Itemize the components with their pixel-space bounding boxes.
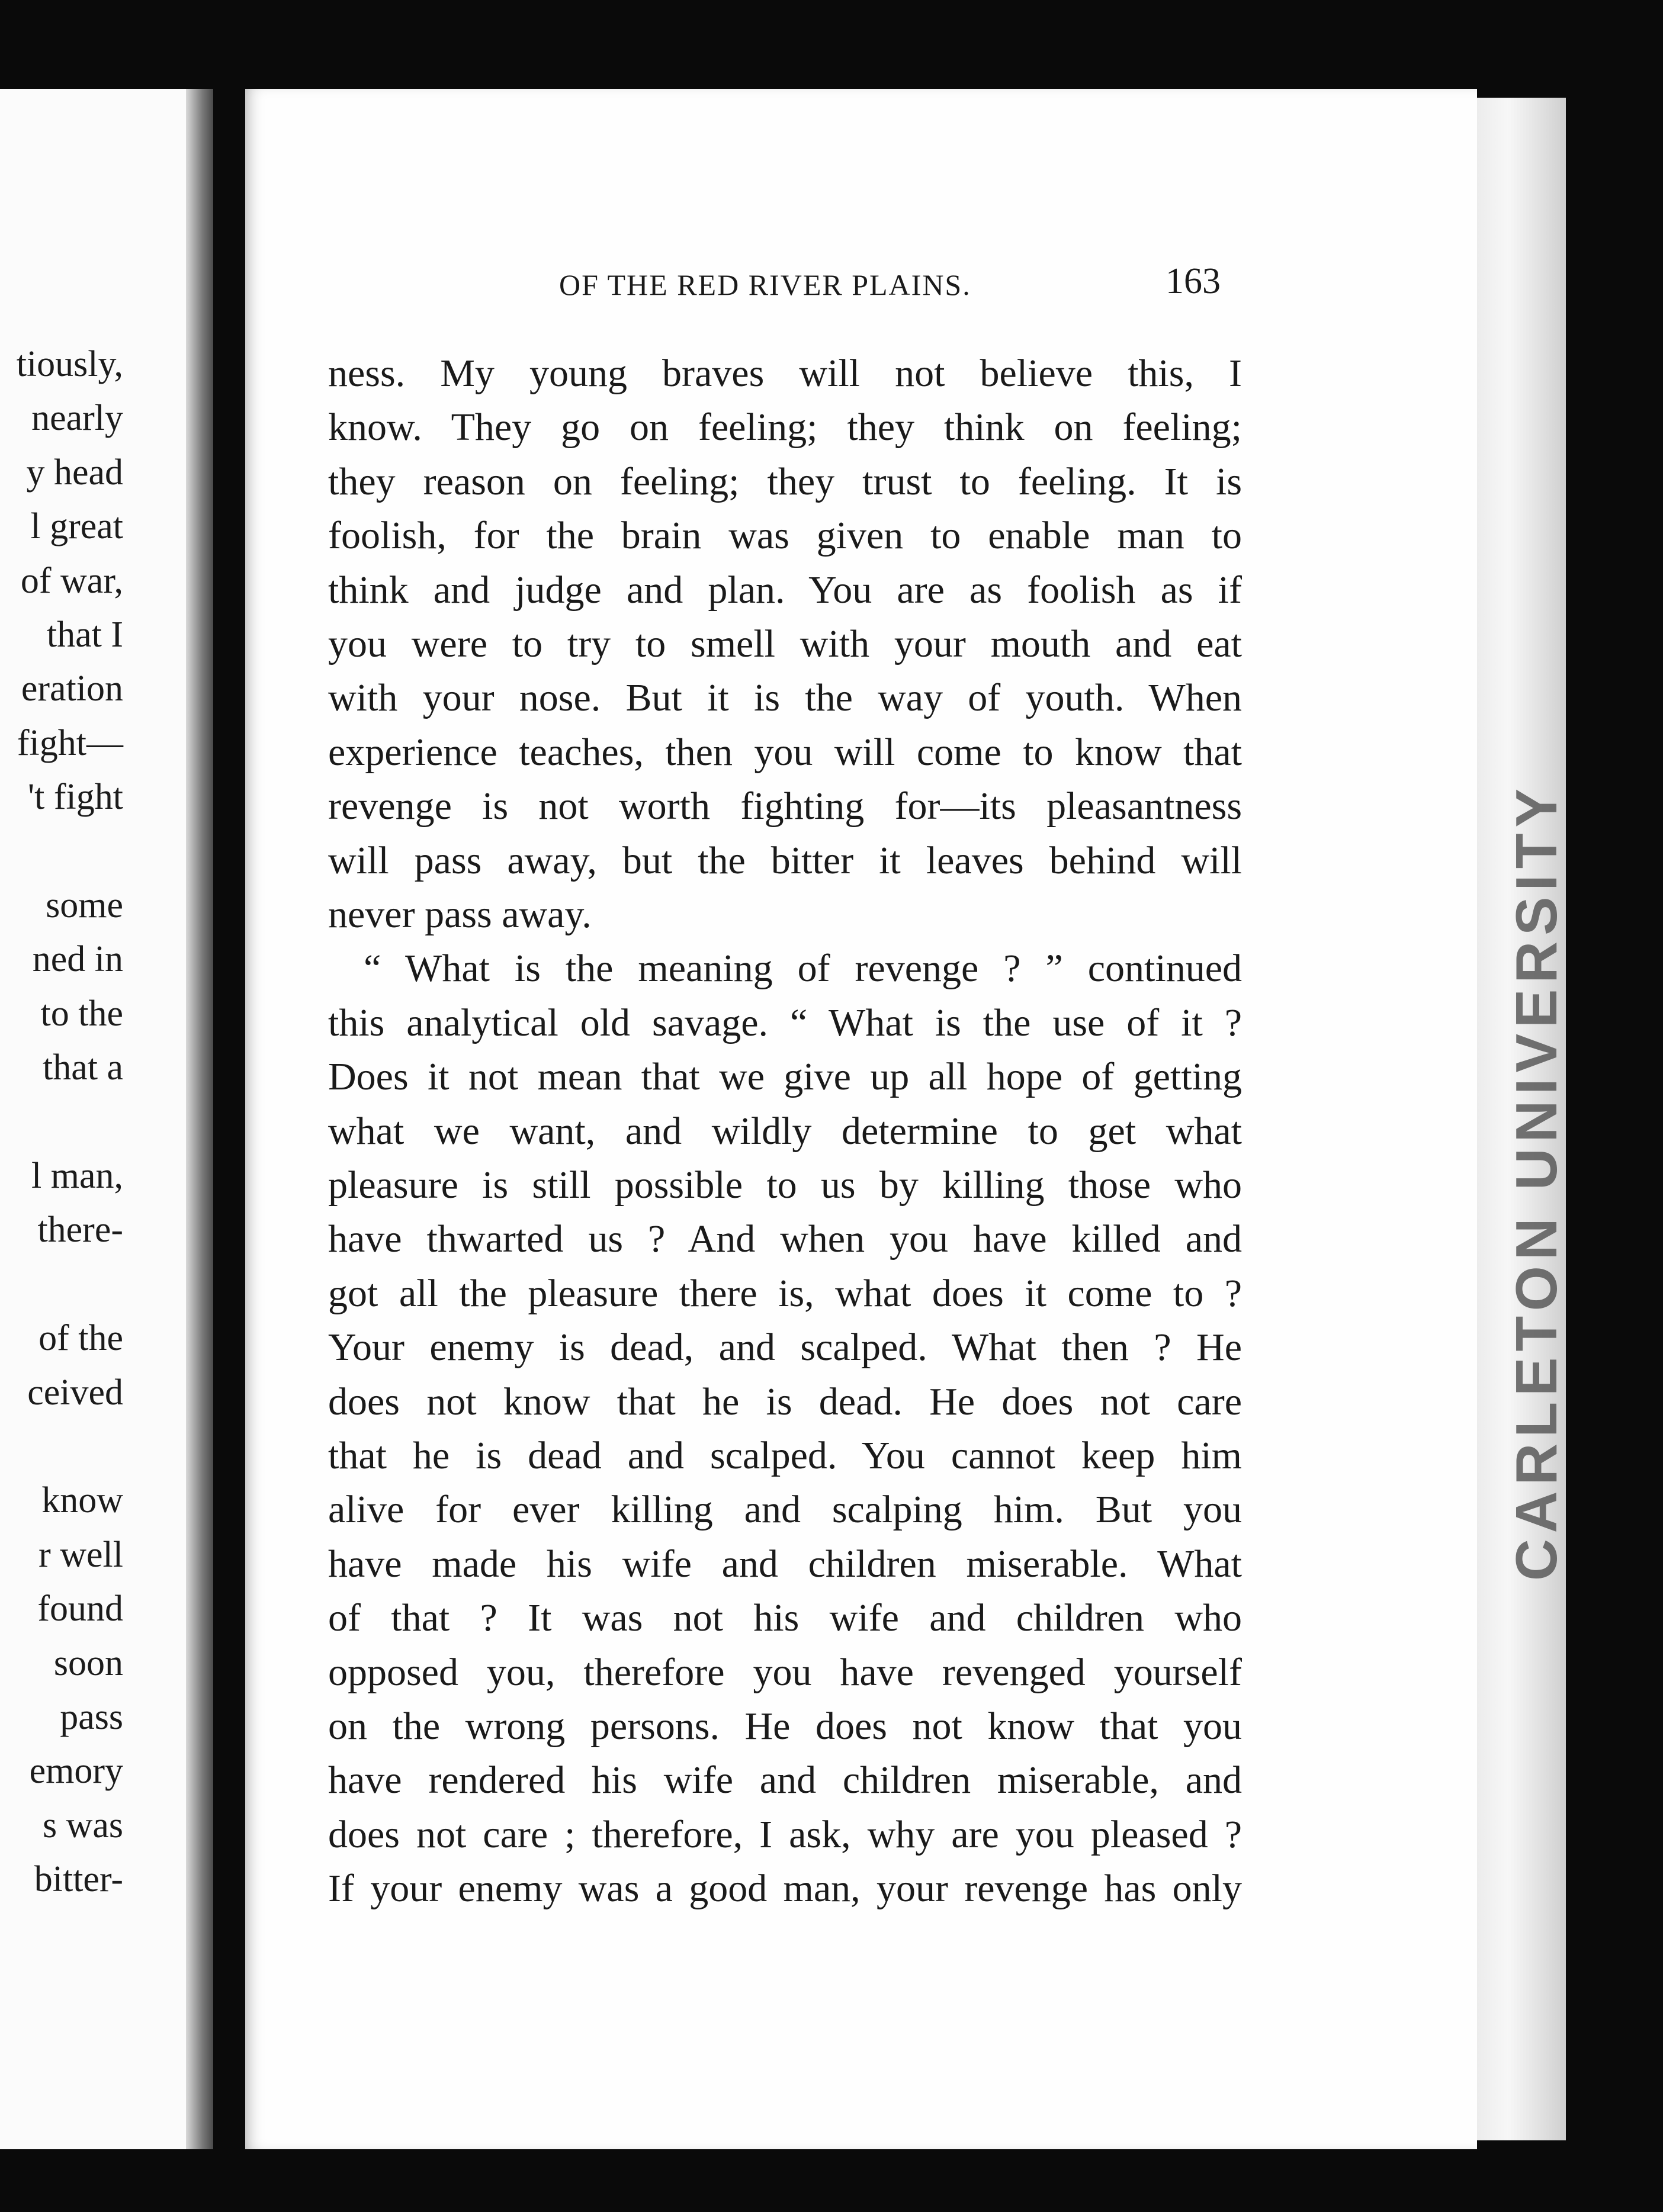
left-page-line: pass [60, 1697, 123, 1737]
body-line: have made his wife and children miserable. What [328, 1542, 1242, 1586]
body-line: know. They go on feeling; they think on feeling; [328, 406, 1242, 449]
left-page-line: tiously, [16, 344, 123, 384]
left-page-line: s was [42, 1805, 123, 1846]
left-page-line: ned in [32, 939, 123, 980]
left-page-line: l great [30, 506, 123, 547]
left-page-line: soon [53, 1642, 123, 1683]
left-facing-page [0, 89, 213, 2149]
body-line: think and judge and plan. You are as foolish as if [328, 568, 1242, 612]
left-page-line: eration [21, 668, 123, 709]
left-page-line: ceived [27, 1372, 123, 1413]
body-line: “ What is the meaning of revenge ? ” continued [364, 947, 1242, 991]
body-line: foolish, for the brain was given to enable man to [328, 514, 1242, 558]
left-page-line: of the [38, 1318, 123, 1359]
left-page-line: know [41, 1480, 123, 1521]
left-page-line: of war, [20, 560, 123, 601]
body-line: with your nose. But it is the way of youth. When [328, 676, 1242, 720]
body-line: what we want, and wildly determine to get what [328, 1109, 1242, 1153]
body-line: have thwarted us ? And when you have killed and [328, 1217, 1242, 1261]
body-line: will pass away, but the bitter it leaves behind will [328, 838, 1242, 882]
left-page-line: r well [38, 1534, 123, 1575]
page-number: 163 [1166, 261, 1221, 301]
left-page-line: to the [40, 993, 123, 1034]
body-line: that he is dead and scalped. You cannot keep him [328, 1434, 1242, 1477]
body-line: you were to try to smell with your mouth and eat [328, 622, 1242, 665]
body-line: Your enemy is dead, and scalped. What then ? He [328, 1326, 1242, 1369]
body-line: this analytical old savage. “ What is the use of it ? [328, 1001, 1242, 1044]
body-line: Does it not mean that we give up all hope of getting [328, 1055, 1242, 1099]
body-line: they reason on feeling; they trust to feeling. It is [328, 459, 1242, 503]
left-page-line: 't fight [28, 777, 123, 818]
body-line: on the wrong persons. He does not know that you [328, 1705, 1242, 1748]
left-page-line: y head [26, 452, 123, 493]
left-page-line: emory [29, 1751, 123, 1792]
left-page-line: fight— [17, 722, 123, 763]
left-page-line: some [46, 885, 123, 925]
left-page-line: that a [43, 1047, 123, 1088]
left-page-line: bitter- [34, 1859, 123, 1900]
body-line: never pass away. [328, 893, 592, 936]
left-page-line: there- [37, 1210, 123, 1250]
left-page-line: l man, [31, 1156, 123, 1196]
library-stamp [1497, 645, 1569, 1581]
body-line: ness. My young braves will not believe this, I [328, 352, 1242, 395]
body-line: alive for ever killing and scalping him. But you [328, 1488, 1242, 1532]
book-gutter [186, 89, 213, 2149]
body-line: If your enemy was a good man, your revenge has only [328, 1867, 1242, 1911]
body-line: opposed you, therefore you have revenged yourself [328, 1650, 1242, 1694]
left-page-line: nearly [31, 398, 123, 439]
stamp-text: CARLETON UNIVERSITY [1504, 783, 1569, 1581]
body-line: revenge is not worth fighting for—its pleasantness [328, 785, 1242, 828]
body-line: does not know that he is dead. He does not care [328, 1380, 1242, 1423]
body-line: have rendered his wife and children miserable, and [328, 1758, 1242, 1802]
body-line: experience teaches, then you will come to know that [328, 730, 1242, 774]
left-page-line: that I [46, 615, 123, 655]
body-line: pleasure is still possible to us by killing those who [328, 1163, 1242, 1207]
running-head: OF THE RED RIVER PLAINS. [559, 268, 971, 301]
body-line: got all the pleasure there is, what does it come to ? [328, 1271, 1242, 1315]
left-page-line: found [37, 1589, 123, 1629]
body-line: does not care ; therefore, I ask, why are you pleased ? [328, 1812, 1242, 1856]
body-line: of that ? It was not his wife and children who [328, 1596, 1242, 1640]
